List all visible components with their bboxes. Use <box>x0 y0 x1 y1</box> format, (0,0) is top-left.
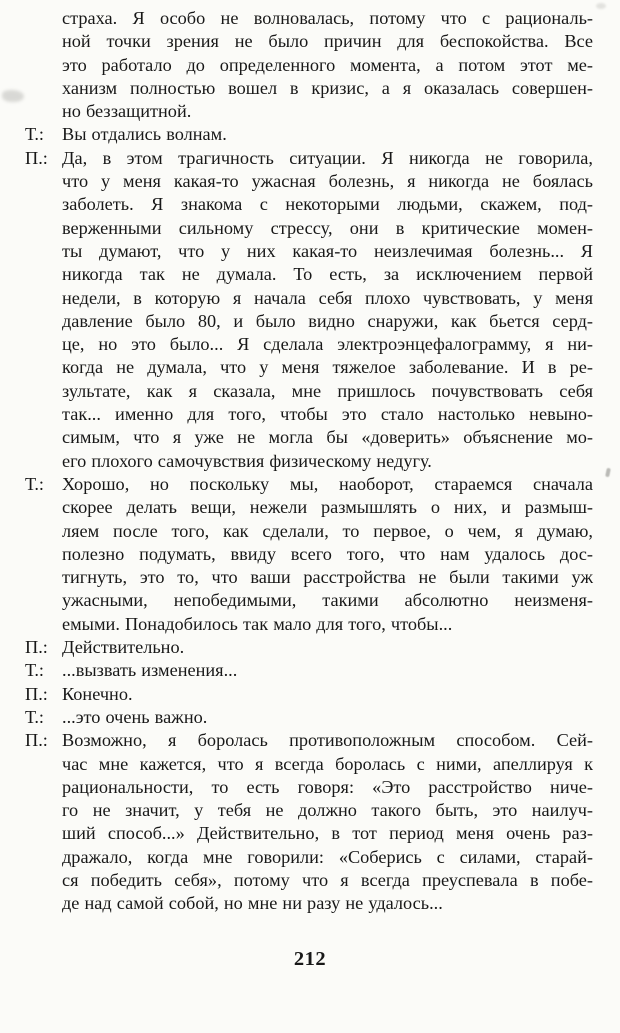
speaker-label: П.: <box>25 683 48 704</box>
dialogue-block <box>25 636 593 659</box>
speaker-label: Т.: <box>25 124 44 145</box>
text-line: так... именно для того, чтобы это стало настолько невыно- <box>62 404 593 425</box>
text-line: ужасными, непобедимыми, такими абсолютно неизменя- <box>62 590 593 611</box>
text-line: его плохого самочувствия физическому недугу. <box>62 450 432 471</box>
text-line: дражало, когда мне говорили: «Соберись с силами, старай- <box>62 846 593 867</box>
text-line: Вы отдались волнам. <box>62 124 227 145</box>
text-line: це, но это было... Я сделала электроэнцефалограмму, я ни- <box>62 334 593 355</box>
text-line: полезно подумать, ввиду всего того, что нам удалось дос- <box>62 543 593 564</box>
dialogue-block <box>25 706 593 729</box>
text-line: заболеть. Я знакома с некоторыми людьми, скажем, под- <box>62 194 593 215</box>
text-line: емыми. Понадобилось так мало для того, чтобы... <box>62 613 453 634</box>
text-line: недели, в которую я начала себя плохо чувствовать, у меня <box>62 287 593 308</box>
text-line: ся победить себя», потому что я всегда преуспевала в побе- <box>62 869 593 890</box>
text-line: скорее делать вещи, нежели размышлять о них, и размыш- <box>62 497 593 518</box>
text-line: это работало до определенного момента, а потом этот ме- <box>62 54 593 75</box>
text-line: никогда так не думала. То есть, за исключением первой <box>62 264 593 285</box>
text-line: ...это очень важно. <box>62 706 208 727</box>
text-line: час мне кажется, что я всегда боролась с ними, апеллируя к <box>62 753 593 774</box>
dialogue-block <box>25 659 593 682</box>
speaker-label: Т.: <box>25 473 44 494</box>
text-line: верженными сильному стрессу, они в критические момен- <box>62 217 593 238</box>
scan-artifact-left-margin <box>2 90 24 102</box>
text-line: ляем после того, как сделали, то первое, о чем, я думаю, <box>62 520 593 541</box>
text-line: что у меня какая-то ужасная болезнь, я никогда не боялась <box>62 171 593 192</box>
dialogue-block <box>25 147 593 473</box>
dialogue-block <box>25 683 593 706</box>
text-line: тигнуть, это то, что ваши расстройства не были такими уж <box>62 567 593 588</box>
text-line: де над самой собой, но мне ни разу не удалось... <box>62 893 443 914</box>
text-line: ной точки зрения не было причин для беспокойства. Все <box>62 31 593 52</box>
text-line: симым, что я уже не могла бы «доверить» объяснение мо- <box>62 427 593 448</box>
speaker-label: П.: <box>25 147 48 168</box>
text-line: Действительно. <box>62 637 185 658</box>
page-number: 212 <box>293 948 327 970</box>
speaker-label: П.: <box>25 637 48 658</box>
scan-artifact-right-margin <box>605 468 611 478</box>
dialogue-block <box>25 729 593 915</box>
text-line: страха. Я особо не волновалась, потому что с рациональ- <box>62 8 593 28</box>
text-line: Хорошо, но поскольку мы, наоборот, стараемся сначала <box>62 473 593 494</box>
speaker-label: П.: <box>25 730 48 751</box>
text-line: рациональности, то есть говоря: «Это расстройство ниче- <box>62 776 593 797</box>
text-line: но беззащитной. <box>62 101 192 122</box>
text-line: Да, в этом трагичность ситуации. Я никогда не говорила, <box>62 147 593 168</box>
text-line: зультате, как я сказала, мне пришлось почувствовать себя <box>62 380 593 401</box>
text-line: Возможно, я боролась противоположным способом. Сей- <box>62 730 593 751</box>
dialogue-block <box>25 473 593 636</box>
text-line: го не значит, у тебя не должно такого быть, это наилуч- <box>62 800 593 821</box>
text-line: давление было 80, и было видно снаружи, как бьется серд- <box>62 310 593 331</box>
speaker-label: Т.: <box>25 660 44 681</box>
dialogue-block <box>25 123 593 146</box>
text-line: ...вызвать изменения... <box>62 660 238 681</box>
dialogue-container <box>25 7 593 916</box>
dialogue-block <box>62 7 593 123</box>
text-line: ший способ...» Действительно, в тот период меня очень раз- <box>62 823 593 844</box>
text-line: ханизм полностью вошел в кризис, а я оказалась совершен- <box>62 77 593 98</box>
scan-artifact-top-right <box>596 3 606 9</box>
text-line: когда не думала, что у меня тяжелое заболевание. И в ре- <box>62 357 593 378</box>
text-line: Конечно. <box>62 683 133 704</box>
text-line: ты думают, что у них какая-то неизлечимая болезнь... Я <box>62 240 593 261</box>
speaker-label: Т.: <box>25 706 44 727</box>
